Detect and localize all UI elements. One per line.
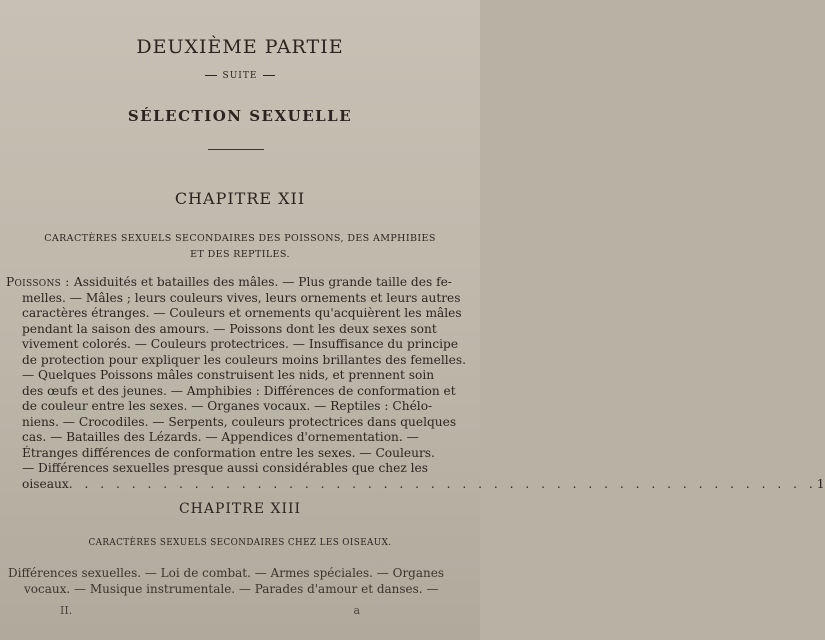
summary-line bbox=[6, 352, 466, 369]
summary-line: Différences sexuelles. — Loi de combat. — Armes spéciales. — Organes bbox=[8, 566, 445, 580]
summary-text: pendant la saison des amours. — Poissons dont les deux sexes sont bbox=[22, 321, 437, 336]
summary-line bbox=[6, 383, 456, 400]
page-footer bbox=[60, 604, 360, 617]
summary-line bbox=[6, 461, 429, 477]
footer-mark: a bbox=[353, 604, 360, 617]
summary-lead-term: Poissons : bbox=[6, 275, 74, 289]
summary-line bbox=[6, 430, 418, 446]
chapter-12-subtitle-line-1: CARACTÈRES SEXUELS SECONDAIRES DES POISSONS, DES AMPHIBIES bbox=[44, 233, 436, 244]
summary-text: cas. — Batailles des Lézards. — Appendices d'ornementation. — bbox=[22, 430, 419, 444]
summary-text: — Quelques Poissons mâles construisent les nids, et prennent soin bbox=[22, 368, 435, 382]
chapter-13-summary bbox=[8, 566, 445, 597]
summary-last-line bbox=[6, 476, 825, 493]
section-divider bbox=[208, 149, 264, 150]
section-title: SÉLECTION SEXUELLE bbox=[127, 107, 353, 125]
summary-text: des œufs et des jeunes. — Amphibies : Différences de conformation et bbox=[22, 383, 456, 398]
suite-label-row bbox=[0, 71, 480, 81]
summary-line bbox=[6, 275, 452, 291]
right-dash bbox=[263, 75, 275, 76]
summary-text: niens. — Crocodiles. — Serpents, couleurs protectrices dans quelques bbox=[22, 414, 457, 429]
summary-text: — Différences sexuelles presque aussi considérables que chez les bbox=[22, 461, 429, 475]
summary-line bbox=[6, 368, 435, 384]
summary-text: vivement colorés. — Couleurs protectrices. — Insuffisance du principe bbox=[22, 337, 459, 351]
summary-line: vocaux. — Musique instrumentale. — Parades d'amour et danses. — bbox=[24, 581, 439, 596]
summary-line bbox=[6, 321, 437, 338]
summary-line bbox=[6, 306, 462, 322]
chapter-12-subtitle-line-2: ET DES REPTILES. bbox=[190, 249, 290, 260]
summary-line bbox=[6, 290, 461, 307]
summary-text: Assiduités et batailles des mâles. — Plus grande taille des fe- bbox=[73, 275, 452, 289]
page-number: 1 bbox=[816, 476, 825, 491]
part-title: DEUXIÈME PARTIE bbox=[136, 36, 344, 58]
chapter-12-summary bbox=[6, 275, 825, 492]
suite-label: SUITE bbox=[222, 71, 258, 81]
chapter-12-title: CHAPITRE XII bbox=[174, 189, 306, 208]
summary-last-word: oiseaux bbox=[22, 476, 69, 491]
summary-text: de protection pour expliquer les couleurs moins brillantes des femelles. bbox=[22, 352, 466, 367]
summary-line bbox=[6, 399, 433, 415]
left-dash bbox=[205, 75, 217, 76]
chapter-13-subtitle: CARACTÈRES SEXUELS SECONDAIRES CHEZ LES OISEAUX. bbox=[88, 538, 392, 548]
summary-text: caractères étranges. — Couleurs et ornements qu'acquièrent les mâles bbox=[22, 306, 462, 320]
summary-text: de couleur entre les sexes. — Organes vocaux. — Reptiles : Chélo- bbox=[22, 399, 433, 413]
summary-line bbox=[6, 414, 457, 431]
leader-dots: . . . . . . . . . . . . . . . . . . . . . . . . . . . . . . . . . . . . . . . . . . . . . . . . bbox=[68, 476, 817, 491]
signature-mark: II. bbox=[60, 604, 73, 617]
chapter-13-title: CHAPITRE XIII bbox=[178, 501, 302, 517]
summary-text: Étranges différences de conformation entre les sexes. — Couleurs. bbox=[22, 445, 435, 460]
summary-line bbox=[6, 337, 459, 353]
summary-text: melles. — Mâles ; leurs couleurs vives, leurs ornements et leurs autres bbox=[22, 290, 461, 305]
summary-line bbox=[6, 445, 435, 462]
